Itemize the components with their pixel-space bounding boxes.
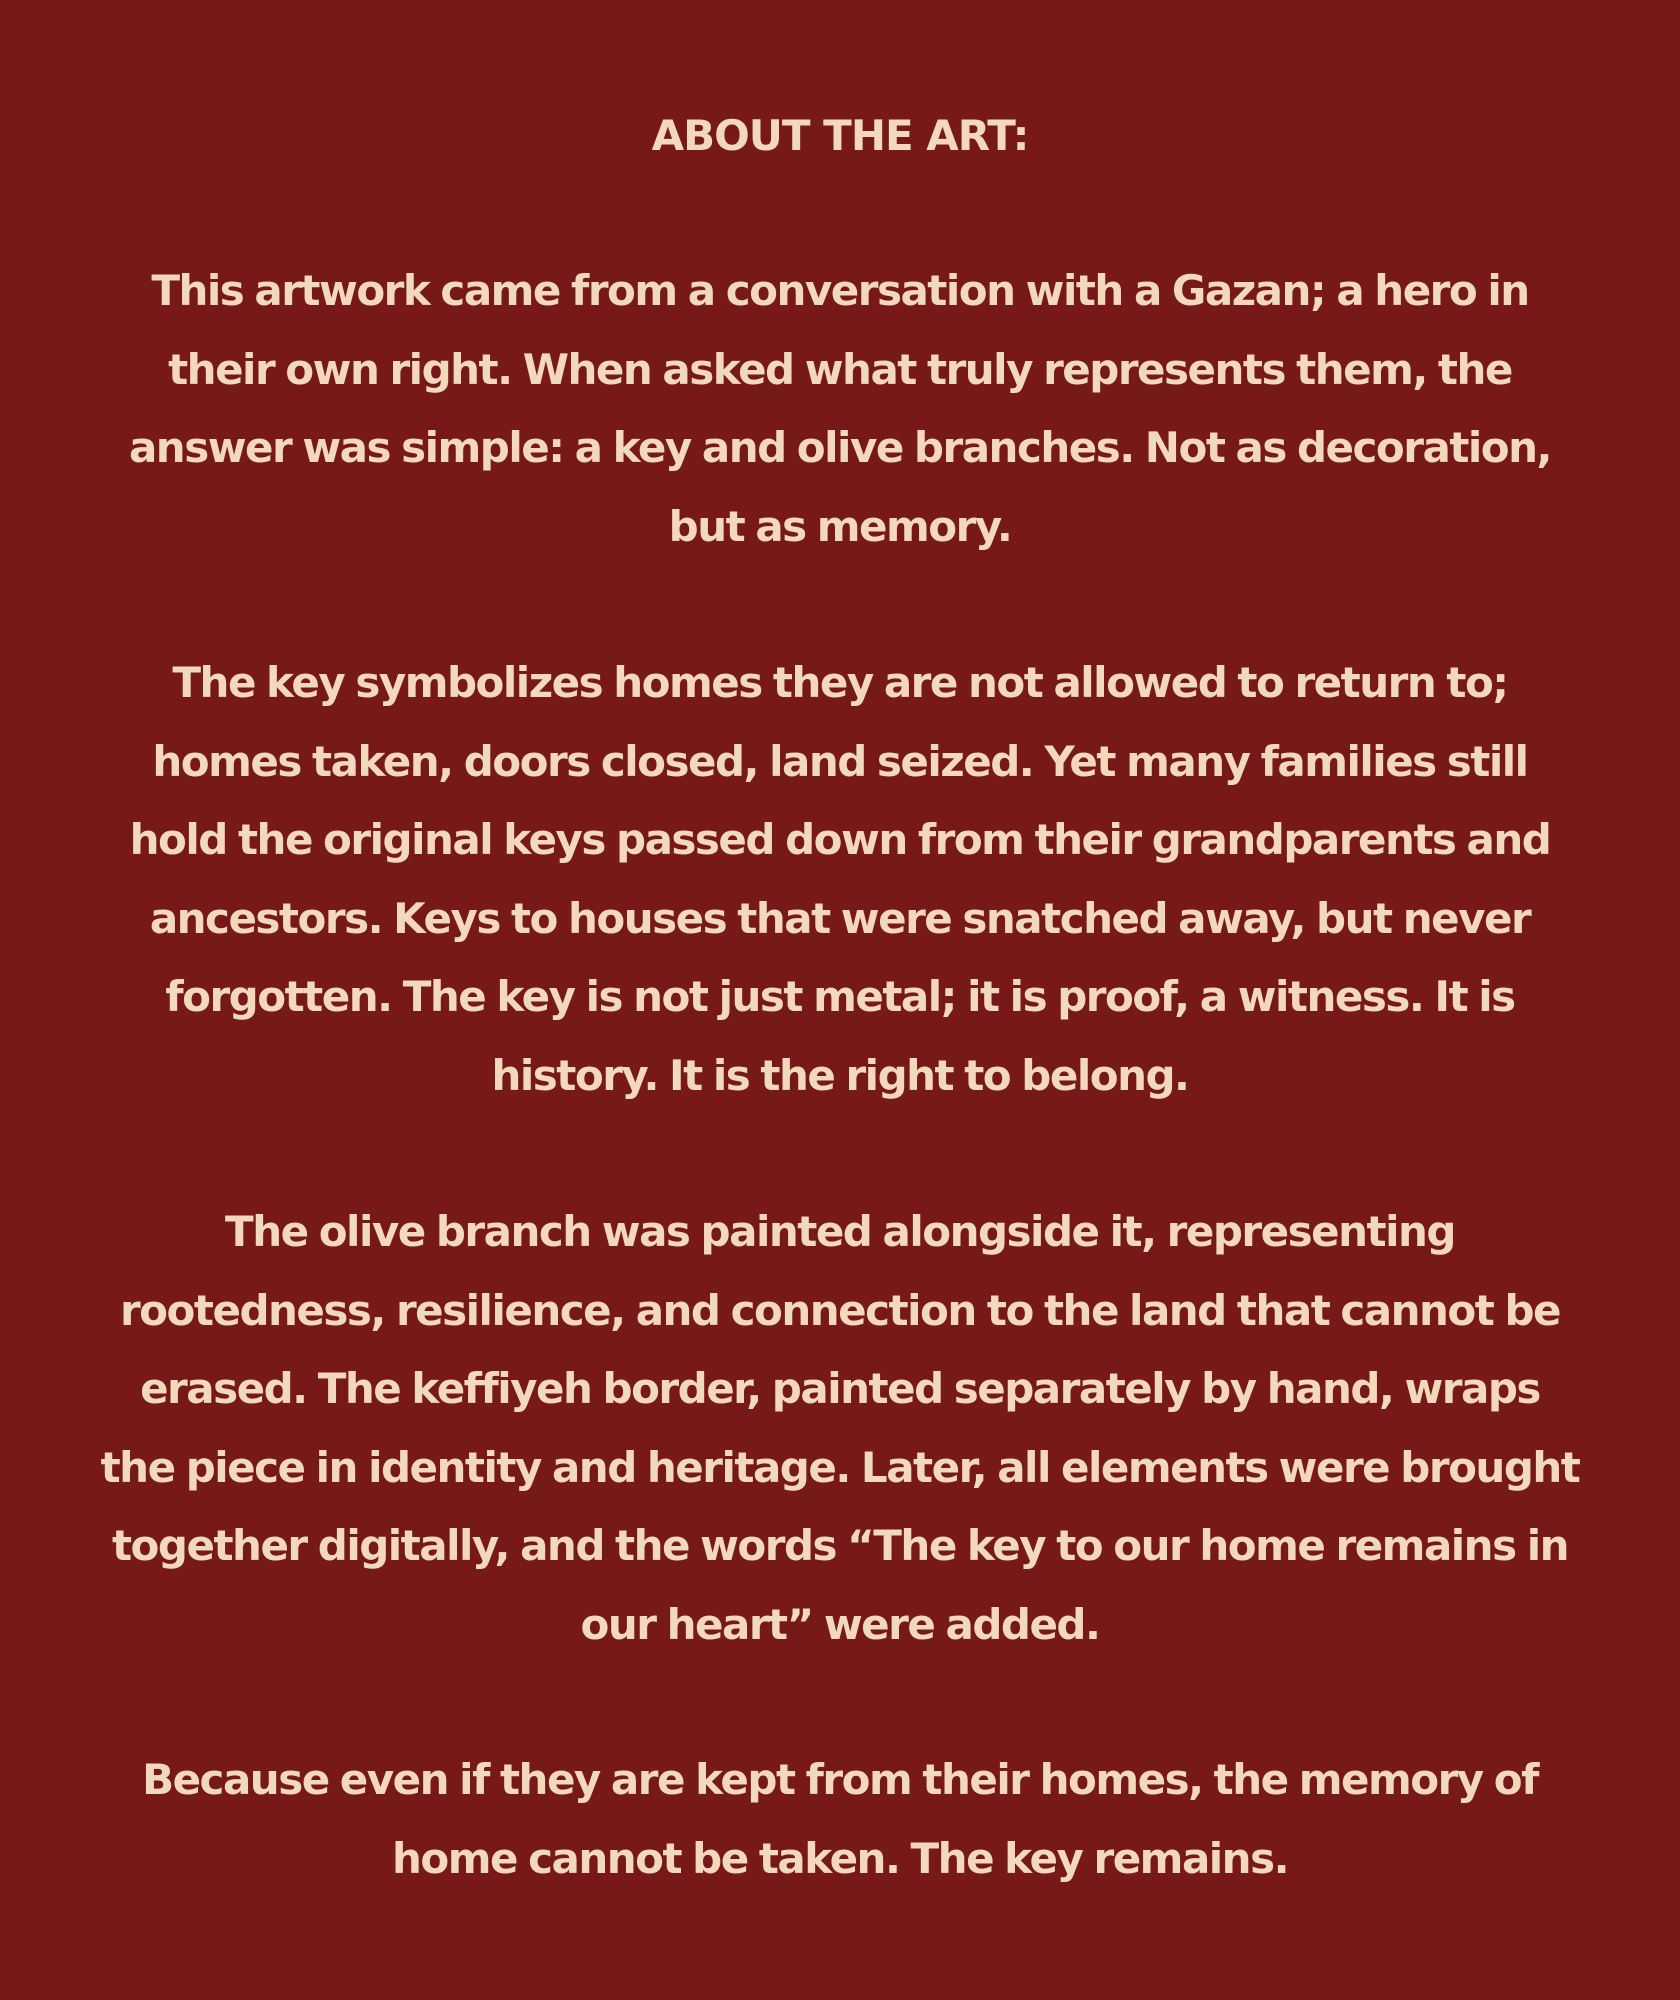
- paragraph-olive-branch: The olive branch was painted alongside it, representing rootedness, resilience, and connection to the land that cannot be erased. The keffiyeh border, painted separately by hand, wraps the piece in identity and heritage. Later, all elements were brought together digitally, and the words “The key to our home remains in our heart” were added.: [100, 1207, 1580, 1649]
- paragraph-origin: This artwork came from a conversation with a Gazan; a hero in their own right. When asked what truly represents them, the answer was simple: a key and olive branches. Not as decoration, but as memory.: [128, 266, 1552, 551]
- paragraph-closing: Because even if they are kept from their homes, the memory of home cannot be taken. The key remains.: [142, 1755, 1538, 1883]
- paragraph-key-symbolism: The key symbolizes homes they are not allowed to return to; homes taken, doors closed, land seized. Yet many families still hold the original keys passed down from their grandparents and ancestors. Keys to houses that were snatched away, but never forgotten. The key is not just metal; it is proof, a witness. It is history. It is the right to belong.: [129, 658, 1551, 1100]
- page-title: ABOUT THE ART:: [651, 111, 1029, 160]
